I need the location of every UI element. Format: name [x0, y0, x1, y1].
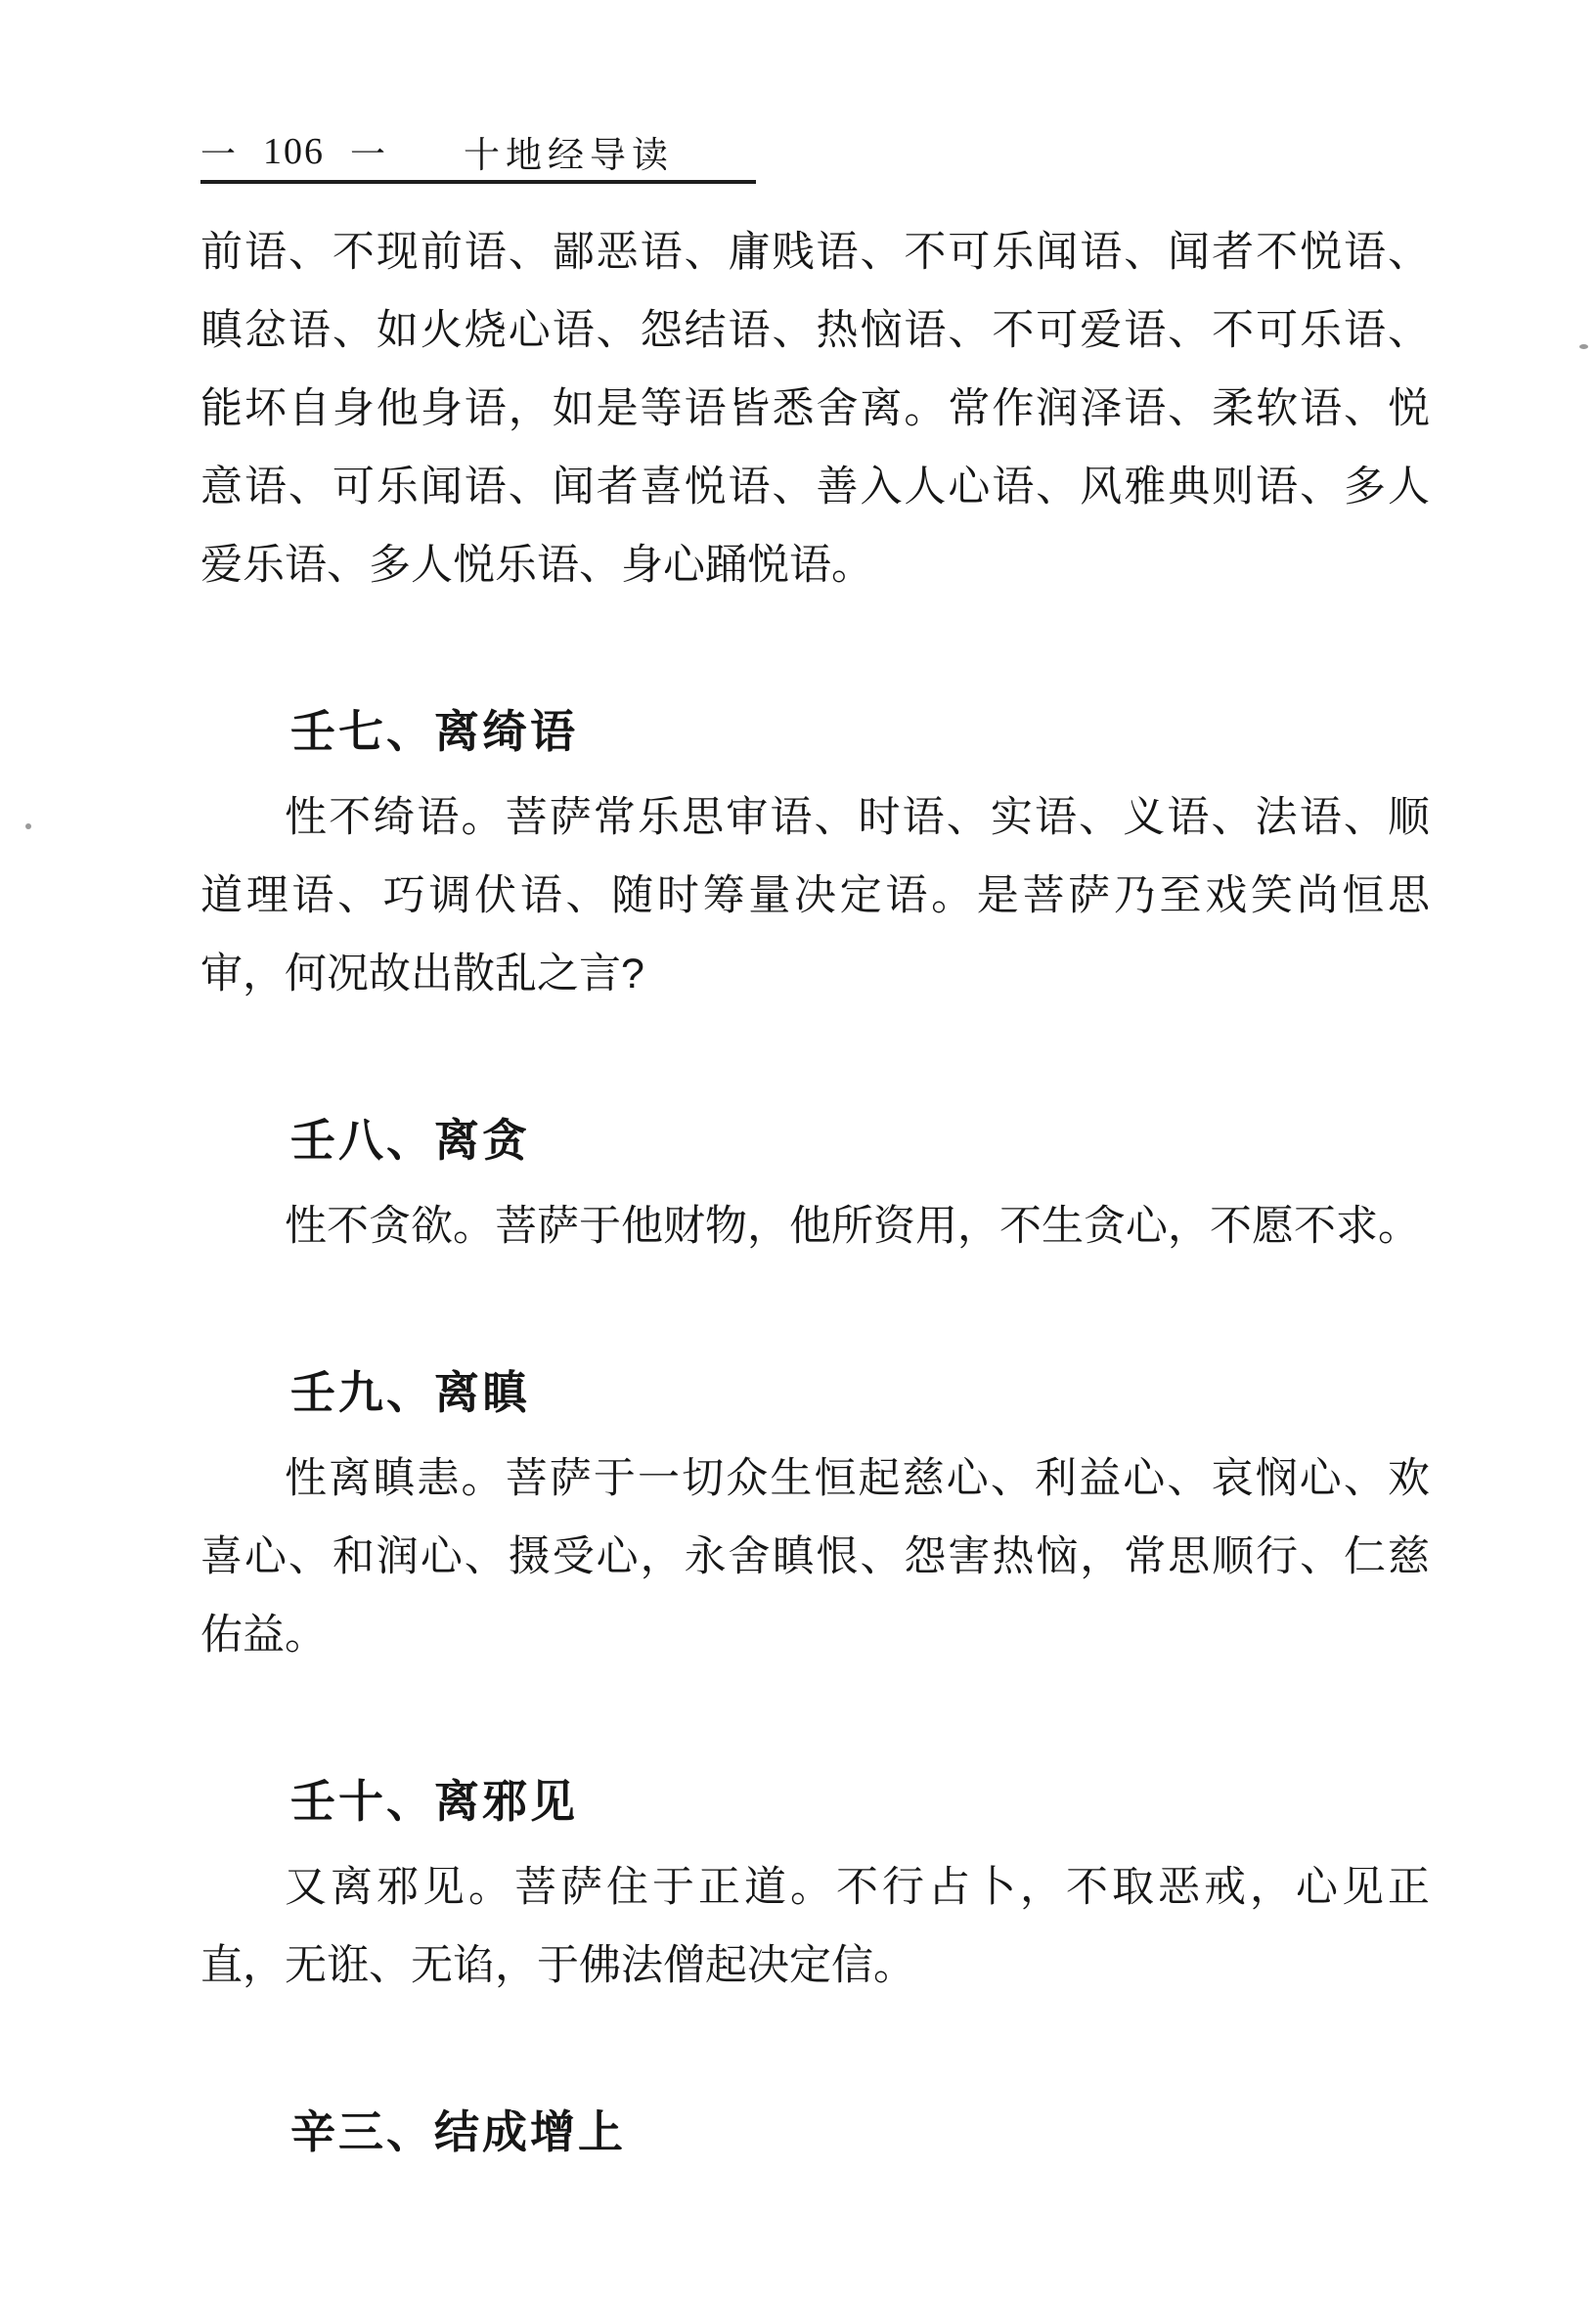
book-title: 十地经导读 — [464, 135, 675, 175]
section-heading: 辛三、结成增上 — [290, 2106, 626, 2157]
page-marker-right: 一 — [350, 133, 388, 174]
text-line: 意语、可乐闻语、闻者喜悦语、善入人心语、风雅典则语、多人 — [200, 464, 1430, 510]
text-line: 爱乐语、多人悦乐语、身心踊悦语。 — [200, 542, 873, 589]
text-line: 前语、不现前语、鄙恶语、庸贱语、不可乐闻语、闻者不悦语、 — [200, 229, 1430, 276]
section-heading: 壬九、离瞋 — [290, 1367, 530, 1418]
paragraph — [200, 1439, 1430, 1674]
text-line: 佑益。 — [200, 1612, 327, 1659]
text-line: 性不贪欲。菩萨于他财物，他所资用，不生贪心，不愿不求。 — [285, 1203, 1420, 1250]
section-heading: 壬七、离绮语 — [290, 706, 578, 757]
text-line: 性离瞋恚。菩萨于一切众生恒起慈心、利益心、哀悯心、欢 — [285, 1455, 1430, 1502]
page-number: 106 — [263, 131, 326, 172]
text-line: 瞋忿语、如火烧心语、怨结语、热恼语、不可爱语、不可乐语、 — [200, 307, 1430, 354]
text-line: 审，何况故出散乱之言? — [200, 951, 644, 997]
section-heading: 壬十、离邪见 — [290, 1776, 578, 1827]
section-heading: 壬八、离贪 — [290, 1115, 530, 1166]
text-line: 能坏自身他身语，如是等语皆悉舍离。常作润泽语、柔软语、悦 — [200, 385, 1430, 432]
text-line: 喜心、和润心、摄受心，永舍瞋恨、怨害热恼，常思顺行、仁慈 — [200, 1533, 1430, 1580]
paragraph — [200, 1187, 1430, 1265]
text-line: 道理语、巧调伏语、随时筹量决定语。是菩萨乃至戏笑尚恒思 — [200, 872, 1430, 919]
page-content — [200, 213, 1430, 2171]
paragraph — [200, 778, 1430, 1013]
text-line: 性不绮语。菩萨常乐思审语、时语、实语、义语、法语、顺 — [285, 794, 1430, 841]
scan-speck — [1579, 344, 1588, 349]
text-line: 直，无诳、无谄，于佛法僧起决定信。 — [200, 1942, 915, 1989]
page-marker-left: 一 — [200, 133, 239, 174]
paragraph — [200, 213, 1430, 604]
running-head — [200, 123, 756, 184]
text-line: 又离邪见。菩萨住于正道。不行占卜，不取恶戒，心见正 — [285, 1864, 1430, 1911]
scan-speck — [25, 823, 31, 829]
paragraph — [200, 1848, 1430, 2005]
